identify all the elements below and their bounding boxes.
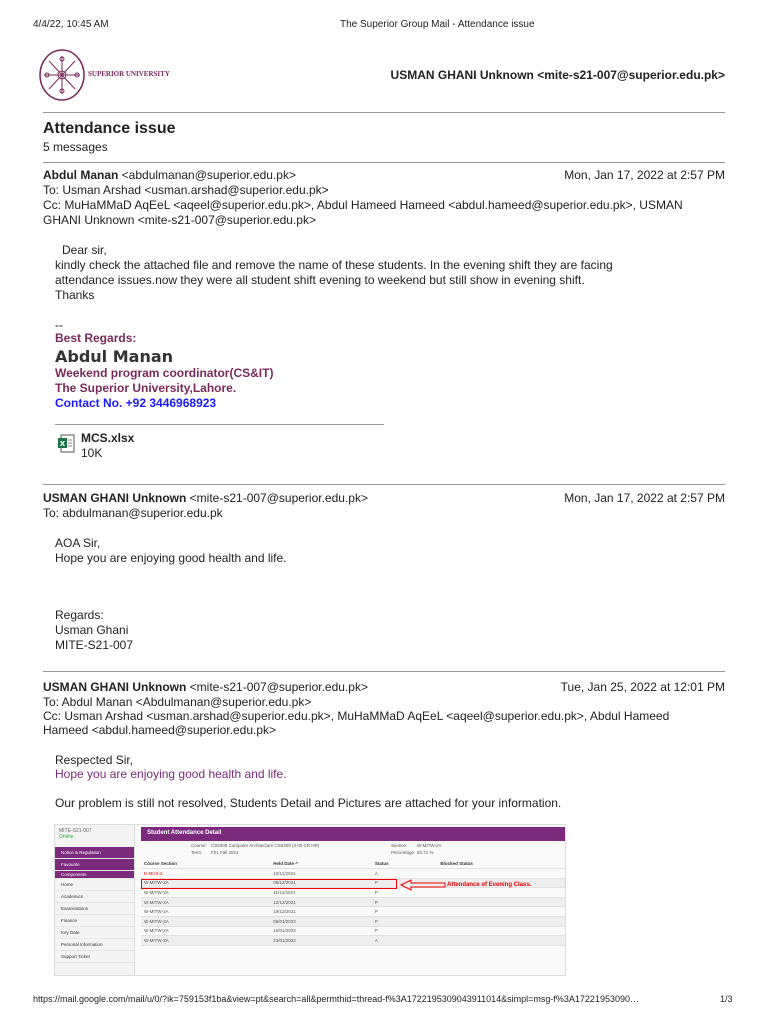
sender-email: <abdulmanan@superior.edu.pk> [121, 168, 296, 182]
signature-role: Weekend program coordinator(CS&IT) [55, 366, 274, 380]
attachment-size: 10K [81, 446, 103, 460]
annotation-label: Attendance of Evening Class. [447, 882, 532, 888]
table-row: W-MITW-2A 11/12/2021 P [141, 888, 565, 898]
red-arrow-icon [399, 879, 447, 891]
message-3-cc-cont: Hameed <abdul.hameed@superior.edu.pk> [43, 723, 277, 737]
table-row: W-MITW-2A 05/12/2021 P [141, 878, 565, 888]
table-row: W-MITW-2A 19/12/2021 P [141, 907, 565, 917]
footer-page-number: 1/3 [720, 994, 733, 1004]
footer-url: https://mail.google.com/mail/u/0/?ik=759153f1ba&view=pt&search=all&permthid=thread-f%3A1722195309043911014&simpl=msg-f%3A17221953090… [33, 994, 639, 1004]
message-1-cc: Cc: MuHaMMaD AqEeL <aqeel@superior.edu.pk>, Abdul Hameed Hameed <abdul.hameed@superior.edu.pk>, USMAN [43, 198, 683, 212]
embedded-sidebar [55, 825, 135, 976]
message-1-body-line: attendance issues.now they were all student shift evening to weekend but still show in evening shift. [55, 273, 585, 287]
message-2-body-line: Usman Ghani [55, 623, 129, 637]
message-3-body-line: Respected Sir, [55, 753, 134, 767]
excel-file-icon[interactable] [57, 434, 75, 454]
divider [43, 112, 725, 113]
logo-text: SUPERIOR UNIVERSITY [88, 70, 170, 78]
message-3-to: To: Abdul Manan <Abdulmanan@superior.edu.pk> [43, 695, 312, 709]
print-title: The Superior Group Mail - Attendance issue [340, 19, 535, 30]
message-2-date: Mon, Jan 17, 2022 at 2:57 PM [564, 491, 725, 505]
embedded-banner: Student Attendance Detail [141, 827, 565, 841]
embedded-course-info: Course: CS6309 Computer Architecture CS6309 (3.00 CR HR) Term: F21 Fall 2021 Section: W-MITW-2A Percentage: 83.71 % [191, 843, 442, 855]
embedded-side-item: Key Date [55, 927, 134, 939]
message-3-cc: Cc: Usman Arshad <usman.arshad@superior.edu.pk>, MuHaMMaD AqEeL <aqeel@superior.edu.pk>, Abdul Hameed [43, 709, 670, 723]
print-datetime: 4/4/22, 10:45 AM [33, 19, 109, 30]
thread-subject: Attendance issue [43, 120, 176, 137]
embedded-side-item: Components [55, 871, 134, 879]
sender-email: <mite-s21-007@superior.edu.pk> [189, 680, 368, 694]
embedded-main [141, 827, 565, 946]
svg-text:X: X [59, 440, 66, 448]
signature-name: Abdul Manan [55, 347, 174, 366]
divider [43, 162, 725, 163]
message-1-body-line: kindly check the attached file and remove the name of these students. In the evening shift they are facing [55, 258, 613, 272]
message-2-body-line: Regards: [55, 608, 104, 622]
divider [43, 671, 725, 672]
table-row: W-MITW-2A 12/12/2021 P [141, 897, 565, 907]
message-1-cc-cont: GHANI Unknown <mite-s21-007@superior.edu.pk> [43, 213, 316, 227]
embedded-side-item: Home [55, 879, 134, 891]
sender-name: Abdul Manan [43, 168, 119, 182]
attachment-name[interactable]: MCS.xlsx [81, 431, 135, 445]
account-label: USMAN GHANI Unknown <mite-s21-007@superior.edu.pk> [390, 68, 725, 82]
message-count: 5 messages [43, 140, 108, 154]
embedded-side-item: Favourite [55, 859, 134, 871]
message-1-to: To: Usman Arshad <usman.arshad@superior.edu.pk> [43, 183, 329, 197]
signature-regards: Best Regards: [55, 331, 137, 345]
message-3-body-line: Our problem is still not resolved, Students Detail and Pictures are attached for your information. [55, 796, 562, 810]
attachment-divider [55, 424, 384, 425]
embedded-side-item: Academics [55, 891, 134, 903]
sender-name: USMAN GHANI Unknown [43, 680, 187, 694]
message-3-body-line: Hope you are enjoying good health and life. [55, 767, 287, 781]
superior-university-logo-icon [38, 48, 86, 102]
embedded-side-item: Personal Information [55, 939, 134, 951]
table-row: W-MITW-2A 23/01/2022 A [141, 936, 565, 946]
message-2-to: To: abdulmanan@superior.edu.pk [43, 506, 223, 520]
message-3-date: Tue, Jan 25, 2022 at 12:01 PM [560, 680, 725, 694]
divider [43, 484, 725, 485]
embedded-attendance-screenshot[interactable] [54, 824, 566, 976]
embedded-side-item: Finance [55, 915, 134, 927]
message-1-body-line: Thanks [55, 288, 95, 302]
embedded-side-item: Support Ticket [55, 951, 134, 963]
message-2-body-line: AOA Sir, [55, 536, 101, 550]
highlight-box [141, 879, 397, 889]
table-row: W-MITW-2A 08/01/2022 P [141, 917, 565, 927]
table-row: E-MCS-2 10/11/2021 A [141, 869, 565, 879]
embedded-attendance-table: Course Section Held Date ^ Status Blocked Status E-MCS-2 10/11/2021 A W-MITW-2A 05/12/2021 P W-MITW-2A 11/12/2021 P W-MITW-2A 12/12/2021 P W-MITW-2A 19/12/2021 P W-MITW-2A 08/01/2022 P W-MITW-2A 16/01/2022 P W-MITW-2A 23/01/2022 A [141, 859, 565, 946]
signature-dash: -- [55, 318, 63, 332]
message-1-date: Mon, Jan 17, 2022 at 2:57 PM [564, 168, 725, 182]
signature-contact[interactable]: Contact No. +92 3446968923 [55, 396, 217, 410]
message-2-body-line: MITE-S21-007 [55, 638, 134, 652]
embedded-side-item: Notice & Regulation [55, 847, 134, 859]
table-row: W-MITW-2A 16/01/2022 P [141, 926, 565, 936]
sender-email: <mite-s21-007@superior.edu.pk> [189, 491, 368, 505]
embedded-side-item: Examinations [55, 903, 134, 915]
embedded-user: MITE-S21-007 Online [59, 828, 92, 840]
message-2-body-line: Hope you are enjoying good health and life. [55, 551, 287, 565]
message-1-body-line: Dear sir, [62, 243, 107, 257]
sender-name: USMAN GHANI Unknown [43, 491, 187, 505]
signature-org: The Superior University,Lahore. [55, 381, 237, 395]
